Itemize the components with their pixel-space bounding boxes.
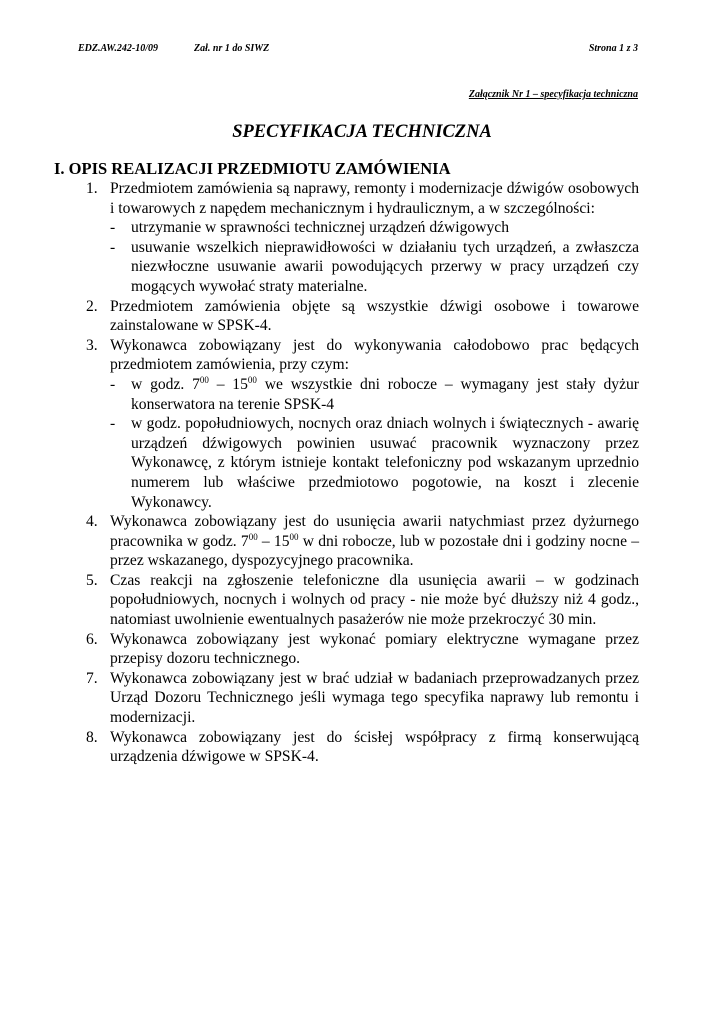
item-number: 5. bbox=[86, 571, 98, 589]
item-number: 2. bbox=[86, 297, 98, 315]
item-number: 8. bbox=[86, 728, 98, 746]
sub-item bbox=[110, 375, 639, 414]
list-item-8 bbox=[86, 728, 639, 767]
sub-item-text: utrzymanie w sprawności technicznej urządzeń dźwigowych bbox=[131, 219, 509, 237]
document-code: EDZ.AW.242-10/09 bbox=[78, 43, 159, 54]
item-number: 7. bbox=[86, 669, 98, 687]
item-text: Wykonawca zobowiązany jest do ścisłej współpracy z firmą konserwującą urządzenia dźwigowe w SPSK-4. bbox=[110, 728, 639, 766]
item-text: Przedmiotem zamówienia objęte są wszystkie dźwigi osobowe i towarowe zainstalowane w SPSK-4. bbox=[110, 297, 639, 335]
list-item-1 bbox=[86, 179, 639, 297]
annex-label: Załącznik Nr 1 – specyfikacja techniczna bbox=[468, 89, 638, 100]
list-item-2 bbox=[86, 297, 639, 336]
dash-bullet: - bbox=[110, 375, 116, 393]
sub-item bbox=[110, 414, 639, 512]
sub-item-text: usuwanie wszelkich nieprawidłowości w działaniu tych urządzeń, a zwłaszcza niezwłoczne usuwanie awarii powodujących przerwy w pracy urządzeń czy mogących wywołać straty materialne. bbox=[131, 238, 639, 295]
list-item-5 bbox=[86, 571, 639, 630]
item-number: 4. bbox=[86, 513, 98, 531]
item-text: Wykonawca zobowiązany jest do usunięcia awarii natychmiast przez dyżurnego pracownika w godz. $7^{00} - 15^{00}$ w dni robocze, lub w pozostałe dni i godziny nocne – przez wskazanego, dyspozycyjnego pracownika. bbox=[110, 513, 640, 570]
item-text: Przedmiotem zamówienia są naprawy, remonty i modernizacje dźwigów osobowych i towarowych z napędem mechanicznym i hydraulicznym, a w szczególności: bbox=[110, 180, 639, 217]
sub-item bbox=[110, 218, 639, 238]
sub-item-text: w godz. $7^{00} - 15^{00}$ we wszystkie dni robocze – wymagany jest stały dyżur konserwatora na terenie SPSK-4 bbox=[131, 374, 639, 413]
section-heading: I. OPIS REALIZACJI PRZEDMIOTU ZAMÓWIENIA bbox=[54, 159, 451, 178]
requirements-list bbox=[86, 179, 639, 767]
list-item-3 bbox=[86, 336, 639, 512]
item-number: 6. bbox=[86, 630, 98, 648]
list-item-7 bbox=[86, 669, 639, 728]
list-item-4 bbox=[86, 512, 639, 571]
page-title: SPECYFIKACJA TECHNICZNA bbox=[232, 122, 492, 142]
dash-bullet: - bbox=[110, 219, 116, 237]
page-number: Strona 1 z 3 bbox=[588, 43, 638, 54]
item-text: Wykonawca zobowiązany jest wykonać pomiary elektryczne wymagane przez przepisy dozoru technicznego. bbox=[110, 630, 639, 668]
list-item-6 bbox=[86, 630, 639, 669]
sub-item bbox=[110, 238, 639, 297]
item-number: 3. bbox=[86, 336, 98, 354]
item-text: Wykonawca zobowiązany jest do wykonywania całodobowo prac będących przedmiotem zamówienia, przy czym: bbox=[110, 336, 639, 374]
attachment-ref: Zał. nr 1 do SIWZ bbox=[194, 43, 270, 54]
item-number: 1. bbox=[86, 180, 98, 197]
sub-item-text: w godz. popołudniowych, nocnych oraz dniach wolnych i świątecznych - awarię urządzeń dźwigowych powinien usuwać pracownik wyznaczony przez Wykonawcę, z którym istnieje kontakt telefoniczny pod wskazanym uprzednio numerem lub właściwe przedmiotowo pogotowie, na koszt i zlecenie Wykonawcy. bbox=[131, 415, 639, 511]
dash-bullet: - bbox=[110, 415, 116, 433]
item-text: Wykonawca zobowiązany jest w brać udział w badaniach przeprowadzanych przez Urząd Dozoru Technicznego jeśli wymaga tego specyfika naprawy lub remontu i modernizacji. bbox=[110, 669, 639, 727]
item-text: Czas reakcji na zgłoszenie telefoniczne dla usunięcia awarii – w godzinach popołudniowych, nocnych i wolnych od pracy - nie może być dłuższy niż 4 godz., natomiast uwolnienie ewentualnych pasażerów nie może przekroczyć 30 min. bbox=[110, 571, 639, 629]
dash-bullet: - bbox=[110, 238, 116, 256]
